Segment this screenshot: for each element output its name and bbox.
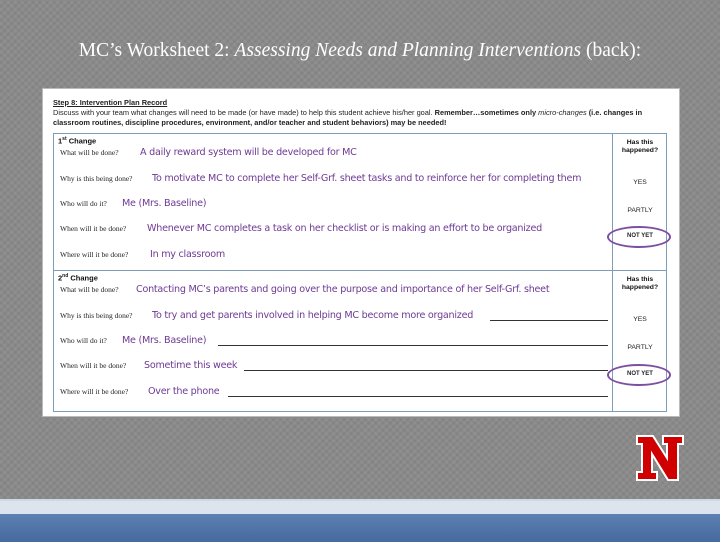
university-n-logo (634, 432, 686, 484)
change-1-what-row: What will be done? A daily reward system will be developed for MC (60, 147, 357, 158)
worksheet-image (42, 88, 680, 417)
option-yes: YES (633, 179, 647, 186)
change-1-where-row: Where will it be done? In my classroom (60, 249, 225, 260)
slide-title: MC’s Worksheet 2: Assessing Needs and Planning Interventions (back): (78, 40, 642, 61)
change-2-who-row: Who will do it? Me (Mrs. Baseline) (60, 332, 608, 346)
option-partly: PARTLY (627, 344, 653, 351)
worksheet-instructions: Step 8: Intervention Plan Record Discuss with your team what changes will need to be made (or have made) to help this student achieve his/her goal. Remember…sometimes only micro-changes (i.e. changes in classroom routines, discipline procedures, environment, and/or teacher and student behaviors) may be needed! (53, 98, 643, 127)
footer-strip (0, 514, 720, 542)
change-2-why-row: Why is this being done? To try and get parents involved in helping MC become more organized (60, 307, 608, 321)
change-1-when-row: When will it be done? Whenever MC completes a task on her checklist or is making an effort to be organized (60, 223, 542, 234)
answer-line (490, 320, 608, 321)
change-1-heading: 1st Change (58, 136, 97, 146)
option-not-yet: NOT YET (627, 371, 653, 377)
footer-band (0, 499, 720, 542)
option-yes: YES (633, 316, 647, 323)
change-1-status-column: Has this happened? YES PARTLY NOT YET (612, 134, 667, 270)
change-1-who-row: Who will do it? Me (Mrs. Baseline) (60, 198, 207, 209)
option-not-yet: NOT YET (627, 233, 653, 239)
option-partly: PARTLY (627, 207, 653, 214)
change-2-where-row: Where will it be done? Over the phone (60, 383, 608, 397)
circled-not-yet-mark (607, 226, 671, 248)
change-2-when-row: When will it be done? Sometime this week (60, 357, 608, 371)
step-title: Step 8: Intervention Plan Record (53, 98, 168, 107)
answer-line (228, 396, 608, 397)
answer-line (218, 345, 608, 346)
answer-line (244, 370, 608, 371)
change-2-what-row: What will be done? Contacting MC’s parents and going over the purpose and importance of her Self-Grf. sheet (60, 284, 550, 295)
circled-not-yet-mark (607, 364, 671, 386)
change-2-status-column: Has this happened? YES PARTLY NOT YET (612, 271, 667, 411)
change-1-why-row: Why is this being done? To motivate MC to complete her Self-Grf. sheet tasks and to reinforce her for completing them (60, 173, 582, 184)
change-2-heading: 2nd Change (58, 273, 98, 283)
change-1-section (53, 133, 667, 271)
change-2-section (53, 270, 667, 412)
